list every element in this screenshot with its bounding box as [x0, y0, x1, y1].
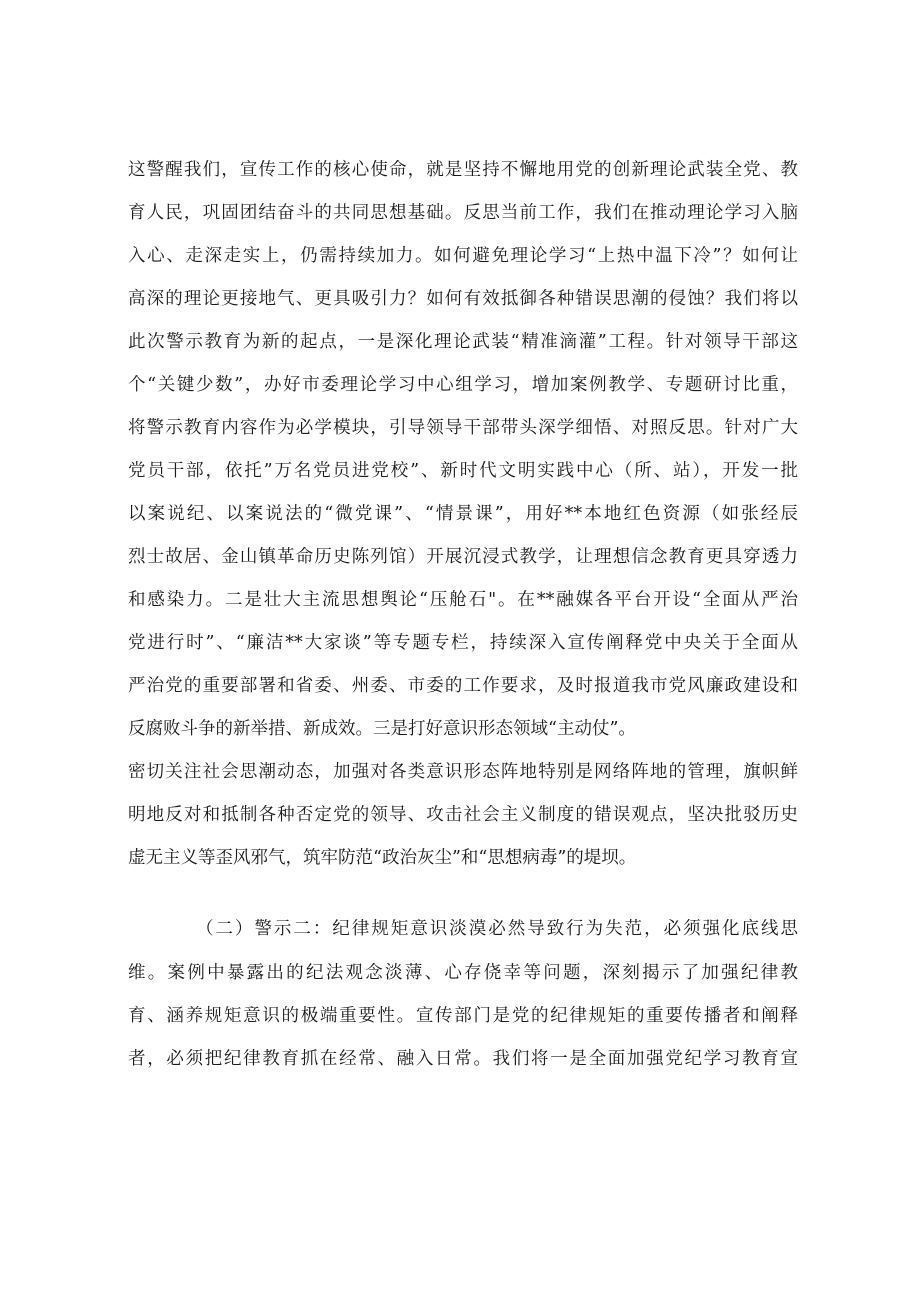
text-line: 党员干部，依托”万名党员进党校”、新时代文明实践中心（所、站），开发一批: [128, 461, 798, 481]
text-line: 这警醒我们，宣传工作的核心使命，就是坚持不懈地用党的创新理论武装全党、教: [128, 160, 798, 180]
text-line: 将警示教育内容作为必学模块，引导领导干部带头深学细悟、对照反思。针对广大: [128, 418, 798, 438]
text-line: 育人民，巩固团结奋斗的共同思想基础。反思当前工作，我们在推动理论学习入脑: [128, 203, 798, 223]
text-line: 维。案例中暴露出的纪法观念淡薄、心存侥幸等问题，深刻揭示了加强纪律教: [128, 963, 798, 983]
text-line: 育、涵养规矩意识的极端重要性。宣传部门是党的纪律规矩的重要传播者和阐释: [128, 1006, 798, 1026]
text-line: 严治党的重要部署和省委、州委、市委的工作要求，及时报道我市党风廉政建设和: [128, 676, 798, 696]
text-line: 高深的理论更接地气、更具吸引力？如何有效抵御各种错误思潮的侵蚀？我们将以: [128, 289, 798, 309]
text-line: 者，必须把纪律教育抓在经常、融入日常。我们将一是全面加强党纪学习教育宣: [128, 1049, 798, 1069]
text-line: 入心、走深走实上，仍需持续加力。如何避免理论学习“上热中温下冷”？如何让: [128, 246, 798, 266]
text-line: 烈士故居、金山镇革命历史陈列馆）开展沉浸式教学，让理想信念教育更具穿透力: [128, 547, 798, 567]
text-line: 密切关注社会思潮动态，加强对各类意识形态阵地特别是网络阵地的管理，旗帜鲜: [128, 762, 798, 782]
text-line: 以案说纪、以案说法的“微党课”、“情景课”，用好**本地红色资源（如张经辰: [128, 504, 798, 524]
text-line: 个“关键少数”，办好市委理论学习中心组学习，增加案例教学、专题研讨比重，: [128, 375, 798, 395]
text-line: 明地反对和抵制各种否定党的领导、攻击社会主义制度的错误观点，坚决批驳历史: [128, 805, 798, 825]
text-line: 反腐败斗争的新举措、新成效。三是打好意识形态领域“主动仗”。: [128, 719, 636, 739]
text-line: 党进行时”、“廉洁**大家谈”等专题专栏，持续深入宣传阐释党中央关于全面从: [128, 633, 798, 653]
text-line: 虚无主义等歪风邪气，筑牢防范“政治灰尘”和“思想病毒”的堤坝。: [128, 848, 637, 868]
text-line: （二）警示二：纪律规矩意识淡漠必然导致行为失范，必须强化底线思: [196, 919, 798, 939]
text-line: 和感染力。二是壮大主流思想舆论“压舱石"。在**融媒各平台开设“全面从严治: [128, 590, 798, 610]
text-line: 此次警示教育为新的起点，一是深化理论武装“精准滴灌”工程。针对领导干部这: [128, 332, 798, 352]
